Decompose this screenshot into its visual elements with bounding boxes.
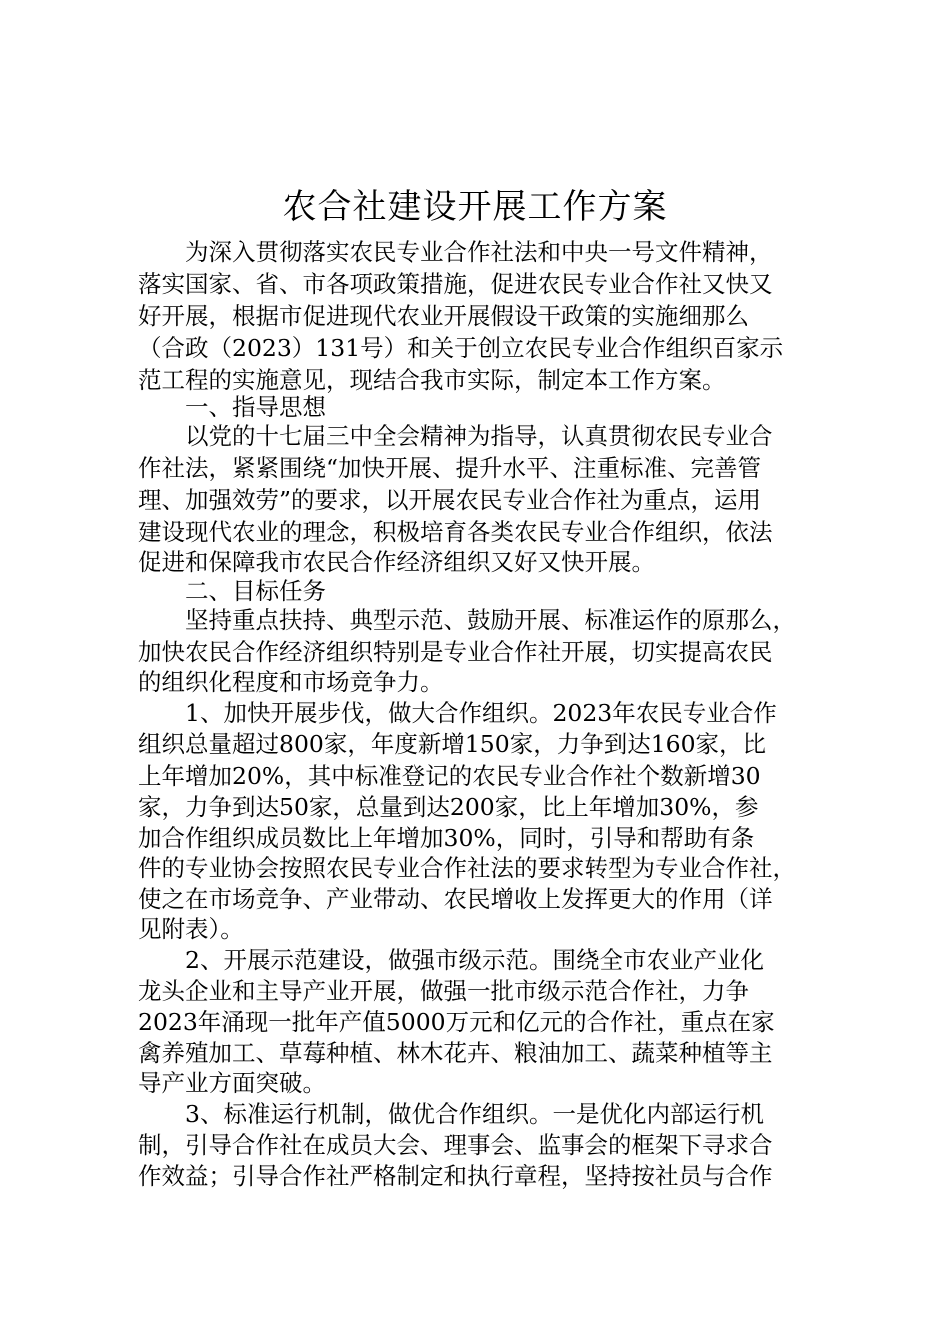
paragraph-line: 加合作组织成员数比上年增加30%，同时，引导和帮助有条 [138,824,755,852]
section-heading: 二、目标任务 [185,577,326,605]
page-title: 农合社建设开展工作方案 [282,187,668,227]
paragraph-line: 以党的十七届三中全会精神为指导，认真贯彻农民专业合 [185,422,773,450]
paragraph-line: 导产业方面突破。 [138,1069,326,1097]
paragraph-line: 1、加快开展步伐，做大合作组织。2023年农民专业合作 [185,699,777,727]
paragraph-line: 的组织化程度和市场竞争力。 [138,668,444,696]
paragraph-line: （合政（2023）131号）和关于创立农民专业合作组织百家示 [138,334,784,362]
paragraph-line: 加快农民合作经济组织特别是专业合作社开展，切实提高农民 [138,638,773,666]
paragraph-line: 坚持重点扶持、典型示范、鼓励开展、标准运作的原那么， [185,606,796,634]
paragraph-line: 作社法，紧紧围绕“加快开展、提升水平、注重标准、完善管 [138,454,762,482]
paragraph-line: 上年增加20%，其中标准登记的农民专业合作社个数新增30 [138,762,761,790]
section-heading: 一、指导思想 [185,393,326,421]
paragraph-line: 作效益；引导合作社严格制定和执行章程，坚持按社员与合作 [138,1162,773,1190]
paragraph-line: 建设现代农业的理念，积极培育各类农民专业合作组织，依法 [138,518,773,546]
paragraph-line: 家，力争到达50家，总量到达200家，比上年增加30%，参 [138,793,759,821]
paragraph-line: 范工程的实施意见，现结合我市实际，制定本工作方案。 [138,366,726,394]
paragraph-line: 龙头企业和主导产业开展，做强一批市级示范合作社，力争 [138,977,749,1005]
paragraph-line: 禽养殖加工、草莓种植、林木花卉、粮油加工、蔬菜种植等主 [138,1039,773,1067]
paragraph-line: 为深入贯彻落实农民专业合作社法和中央一号文件精神， [185,238,773,266]
paragraph-line: 见附表）。 [138,915,244,943]
paragraph-line: 组织总量超过800家，年度新增150家，力争到达160家，比 [138,730,767,758]
paragraph-line: 促进和保障我市农民合作经济组织又好又快开展。 [138,548,655,576]
paragraph-line: 3、标准运行机制，做优合作组织。一是优化内部运行机 [185,1100,764,1128]
paragraph-line: 2023年涌现一批年产值5000万元和亿元的合作社，重点在家 [138,1008,775,1036]
paragraph-line: 件的专业协会按照农民专业合作社法的要求转型为专业合作社， [138,854,796,882]
paragraph-line: 使之在市场竞争、产业带动、农民增收上发挥更大的作用（详 [138,885,773,913]
paragraph-line: 落实国家、省、市各项政策措施，促进农民专业合作社又快又 [138,270,773,298]
paragraph-line: 制，引导合作社在成员大会、理事会、监事会的框架下寻求合 [138,1131,773,1159]
paragraph-line: 好开展，根据市促进现代农业开展假设干政策的实施细那么 [138,302,749,330]
paragraph-line: 理、加强效劳”的要求，以开展农民专业合作社为重点，运用 [138,486,762,514]
paragraph-line: 2、开展示范建设，做强市级示范。围绕全市农业产业化 [185,946,764,974]
